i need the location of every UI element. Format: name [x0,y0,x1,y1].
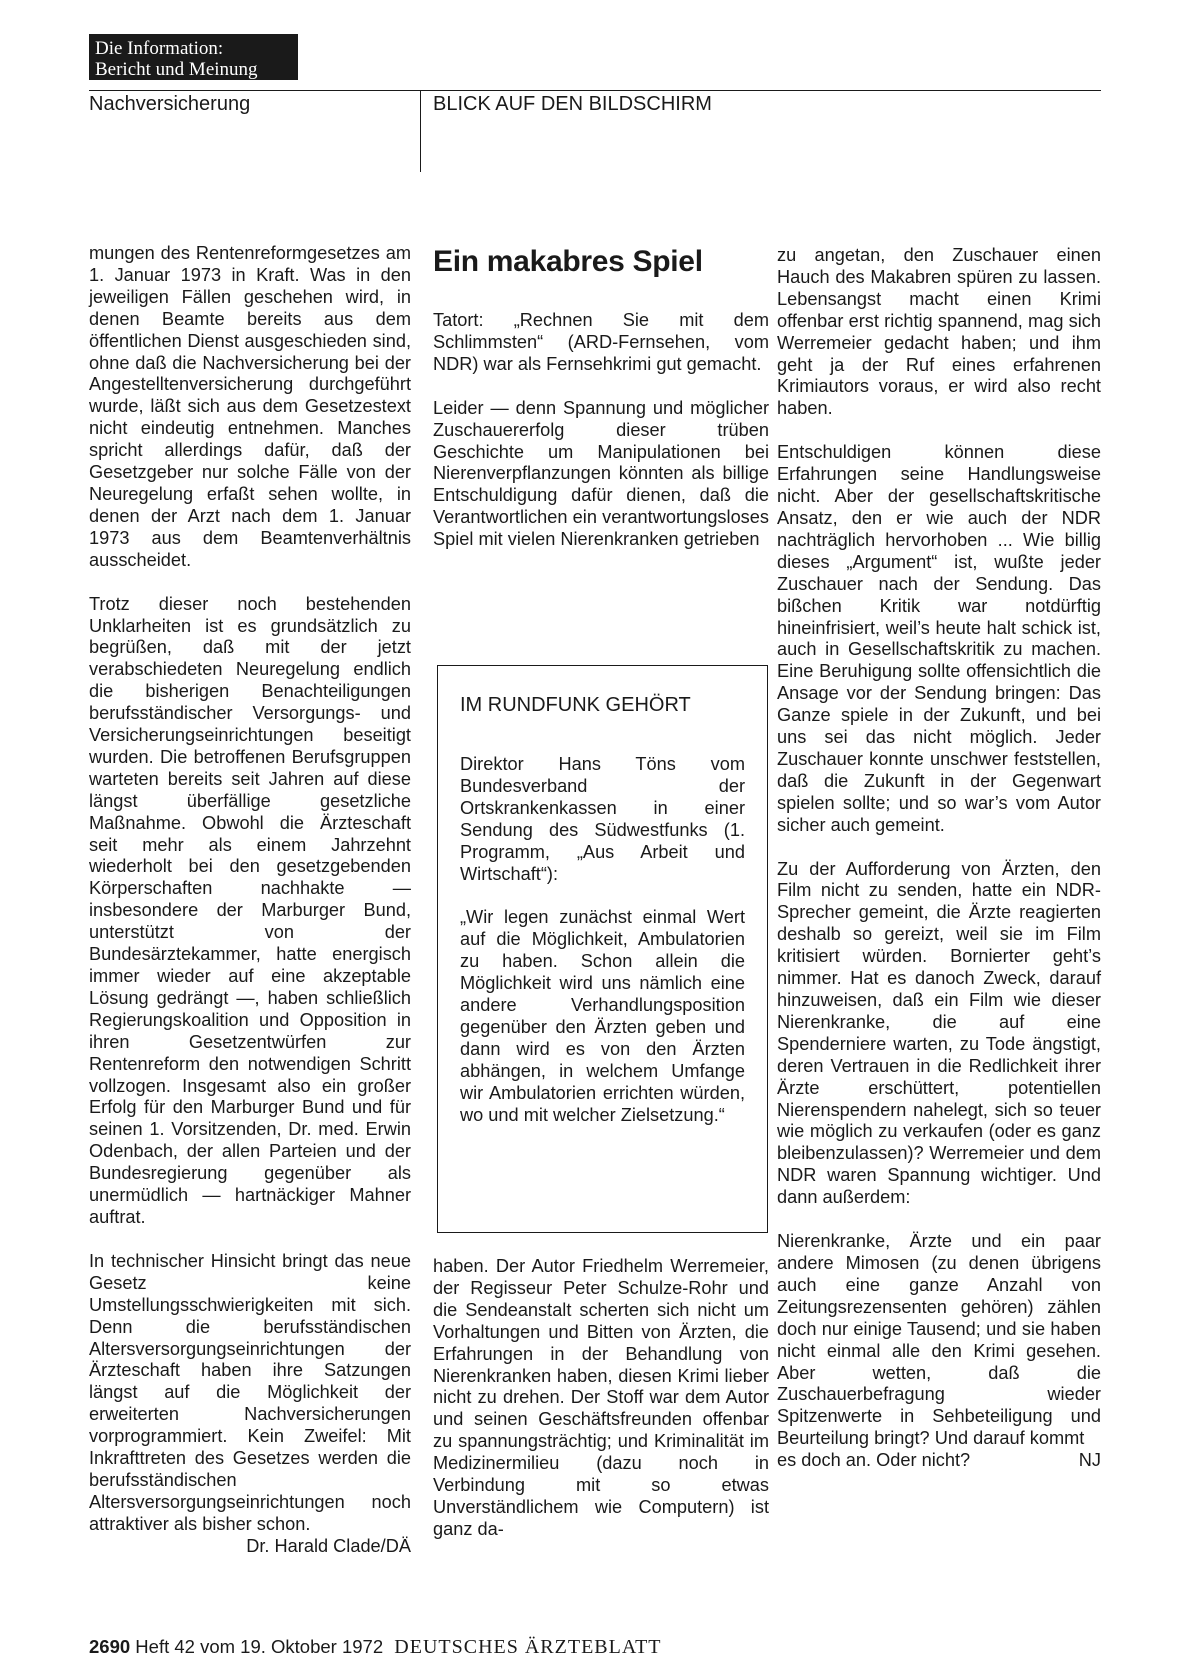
badge-line-1: Die Information: [95,38,224,59]
right-closing-text: es doch an. Oder nicht? [777,1450,971,1471]
right-paragraph-4: Nierenkranke, Ärzte und ein paar andere Mimosen (zu denen übrigens auch eine ganze Anzahl von Zeitungsrezensenten gehören) zählen doch nur einige Tausend; und sie haben nicht einmal alle den Krimi gesehen. Aber wetten, daß die Zuschauerbefragung wieder Spitzenwerte in Sehbeteiligung und Beurteilung bringt? Und darauf kommt [777,1231,1101,1449]
middle-column-top [433,310,769,551]
sidebar-paragraph-2: „Wir legen zunächst einmal Wert auf die Möglichkeit, Ambulatorien zu haben. Schon allein die Möglichkeit wird uns nämlich eine andere Verhandlungsposition gegenüber den Ärzten geben und dann wird es von den Ärzten abhängen, in welchem Umfange wir Ambulatorien errichten würden, wo und mit welcher Zielsetzung.“ [460,907,745,1125]
right-paragraph-3: Zu der Aufforderung von Ärzten, den Film nicht zu senden, hatte ein NDR-Sprecher gemeint, die Ärzte reagierten deshalb so gereizt, weil sie im Film kritisiert würden. Bornierter geht’s nimmer. Hat es danoch Zweck, darauf hinzuweisen, daß ein Film wie dieser Nierenkranke, die auf eine Spenderniere warten, zu Tode ängstigt, deren Vertrauen in die Redlichkeit ihrer Ärzte erschüttert, potentiellen Nierenspendern nahelegt, sich so teuer wie möglich zu verkaufen (oder es ganz bleibenzulassen)? Werremeier und dem NDR waren Spannung wichtiger. Und dann außerdem: [777,858,1101,1208]
left-paragraph-2: Trotz dieser noch bestehenden Unklarheiten ist es grundsätzlich zu begrüßen, daß mit der jetzt verabschiedeten Neuregelung endlich die bisherigen Benachteiligungen berufsständischer Versorgungs- und Versicherungseinrichtungen beseitigt wurden. Die betroffenen Berufsgruppen warteten bereits seit Jahren auf diese längst überfällige gesetzliche Maßnahme. Obwohl die Ärzteschaft seit mehr als einem Jahrzehnt wiederholt bei den gesetzgebenden Körperschaften nachhakte — insbesondere der Marburger Bund, unterstützt von der Bundesärztekammer, hatte energisch immer wieder auf eine akzeptable Lösung gedrängt —, haben schließlich Regierungskoalition und Opposition in ihren Gesetzentwürfen zur Rentenreform den notwendigen Schritt vollzogen. Insgesamt also ein großer Erfolg für den Marburger Bund und für seinen 1. Vorsitzenden, Dr. med. Erwin Odenbach, der allen Parteien und der Bundesregierung gegenüber als unermüdlich — hartnäckiger Mahner auftrat. [89,593,411,1227]
middle-paragraph-1: Tatort: „Rechnen Sie mit dem Schlimmsten“ (ARD-Fernsehen, vom NDR) war als Fernsehkrimi gut gemacht. [433,310,769,374]
middle-continuation: haben. Der Autor Friedhelm Werremeier, der Regisseur Peter Schulze-Rohr und die Sendeanstalt scherten sich nicht um Vorhaltungen und Bitten von Ärzten, die Erfahrungen in der Behandlung von Nierenkranken haben, diesen Krimi lieber nicht zu drehen. Der Stoff war dem Autor und seinen Geschäftsfreunden offenbar zu spannungsträchtig; und Kriminalität im Medizinermilieu (dazu noch in Verbindung mit so etwas Unverständlichem wie Computern) ist ganz da- [433,1256,769,1539]
sidebar-box [437,665,768,1233]
left-signature: Dr. Harald Clade/DÄ [246,1535,411,1556]
left-paragraph-1: mungen des Rentenreformgesetzes am 1. Januar 1973 in Kraft. Was in den jeweiligen Fällen geschehen wird, in denen Beamte bereits aus dem öffentlichen Dienst ausgeschieden sind, ohne daß die Nachversicherung bei der Angestelltenversicherung durchgeführt wurde, läßt sich aus dem Gesetzestext nicht eindeutig entnehmen. Manches spricht allerdings dafür, daß der Gesetzgeber nur solche Fälle von der Neuregelung erfaßt sehen wollte, in denen der Arzt nach dem 1. Januar 1973 aus dem Beamtenverhältnis ausscheidet. [89,243,411,570]
header-divider [420,90,421,172]
middle-column-bottom [433,1256,769,1541]
issue-info: Heft 42 vom 19. Oktober 1972 [135,1636,384,1657]
right-paragraph-1: zu angetan, den Zuschauer einen Hauch des Makabren spüren zu lassen. Lebensangst macht einen Krimi offenbar erst richtig spannend, mag sich Werremeier gedacht haben; und ihm geht ja der Ruf eines erfahrenen Krimiautors voraus, er wird also recht haben. [777,245,1101,419]
section-badge [89,34,298,80]
badge-line-2: Bericht und Meinung [95,59,258,80]
left-paragraph-3: In technischer Hinsicht bringt das neue Gesetz keine Umstellungsschwierigkeiten mit sich. Denn die berufsständischen Altersversorgungseinrichtungen der Ärzteschaft haben ihre Satzungen längst auf die Möglichkeit der erweiterten Nachversicherungen vorprogrammiert. Kein Zweifel: Mit Inkrafttreten des Gesetzes werden die berufsständischen Altersversorgungseinrichtungen noch attraktiver als bisher schon. [89,1250,411,1534]
page-number: 2690 [89,1636,131,1657]
sidebar-box-body [460,754,745,1127]
right-paragraph-2: Entschuldigen können diese Erfahrungen seine Handlungsweise nicht. Aber der gesellschaftskritische Ansatz, den er wie auch der NDR nachträglich hervorhoben ... Wie billig dieses „Argument“ ist, wußte jeder Zuschauer nach der Sendung. Das bißchen Kritik war notdürftig hineinfrisiert, weil’s heute halt schick ist, auch in Gesellschaftskritik zu machen. Eine Beruhigung sollte offensichtlich die Ansage vor der Sendung bringen: Das Ganze spiele in der Zukunft, und bei uns sei das nicht möglich. Jeder Zuschauer konnte unschwer feststellen, daß die Zukunft in der Gegenwart spielen sollte; und so war’s vom Autor sicher auch gemeint. [777,442,1101,835]
sidebar-box-title: IM RUNDFUNK GEHÖRT [460,694,691,716]
journal-name: DEUTSCHES ÄRZTEBLATT [394,1636,662,1658]
article-headline: Ein makabres Spiel [433,245,703,278]
author-initials: NJ [1078,1450,1101,1471]
page-footer [89,1636,662,1659]
right-last-line [777,1450,1101,1472]
middle-paragraph-2: Leider — denn Spannung und möglicher Zuschauererfolg dieser trüben Geschichte um Manipulationen bei Nierenverpflanzungen könnten als billige Entschuldigung dafür dienen, daß die Verantwortlichen ein verantwortungsloses Spiel mit vielen Nierenkranken getrieben [433,397,769,550]
right-column [777,245,1101,1472]
left-rubric: Nachversicherung [89,93,251,115]
left-column [89,243,411,1558]
sidebar-paragraph-1: Direktor Hans Töns vom Bundesverband der Ortskrankenkassen in einer Sendung des Südwestfunks (1. Programm, „Aus Arbeit und Wirtschaft“): [460,754,745,884]
right-rubric: BLICK AUF DEN BILDSCHIRM [433,93,712,115]
header-rule [89,90,1101,91]
